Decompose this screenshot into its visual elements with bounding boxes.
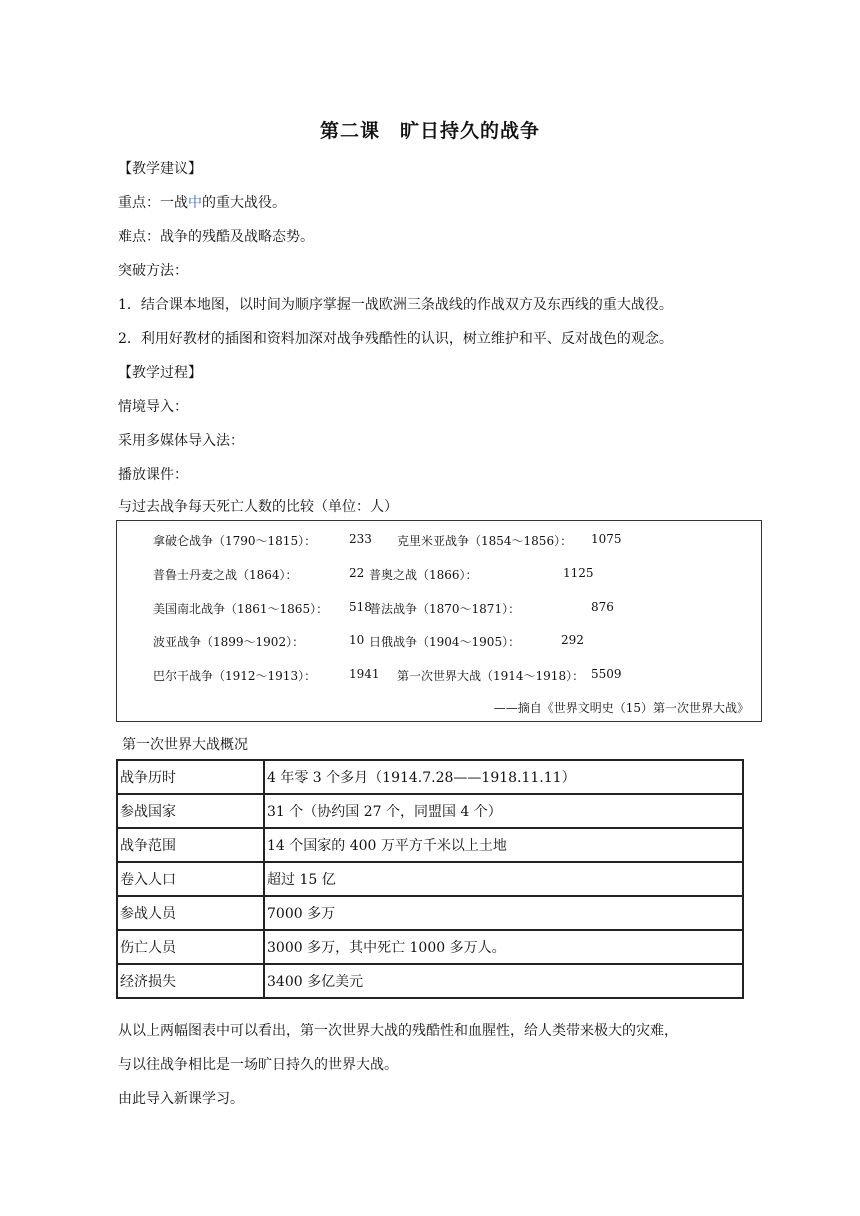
difficulty: 难点：战争的残酷及战略态势。: [118, 229, 314, 245]
overview-value: 31 个（协约国 27 个，同盟国 4 个）: [264, 794, 743, 828]
process-heading: 【教学过程】: [118, 365, 202, 381]
lesson-title: 第二课 旷日持久的战争: [319, 120, 540, 142]
comparison-caption: 与过去战争每天死亡人数的比较（单位：人）: [118, 499, 398, 515]
overview-value: 3000 多万，其中死亡 1000 多万人。: [264, 930, 743, 964]
overview-key: 伤亡人员: [117, 930, 264, 964]
overview-value: 超过 15 亿: [264, 862, 743, 896]
conclusion-line-1: 从以上两幅图表中可以看出，第一次世界大战的残酷性和血腥性，给人类带来极大的灾难，: [118, 1023, 678, 1039]
war-name: 巴尔干战争（1912～1913）：: [153, 669, 317, 683]
overview-key: 卷入人口: [117, 862, 264, 896]
table-row: [117, 794, 743, 828]
key-point: [118, 192, 286, 212]
table-row: [117, 964, 743, 998]
overview-value: 4 年零 3 个多月（1914.7.28——1918.11.11）: [264, 760, 743, 794]
war-value: 1941: [349, 667, 380, 681]
war-value: 1075: [591, 532, 622, 546]
table-row: [117, 896, 743, 930]
war-name: 波亚战争（1899～1902）：: [153, 635, 305, 649]
method-item-2: 2．利用好教材的插图和资料加深对战争残酷性的认识，树立维护和平、反对战色的观念。: [118, 331, 673, 347]
war-name: 日俄战争（1904～1905）：: [369, 635, 521, 649]
overview-value: 7000 多万: [264, 896, 743, 930]
overview-key: 参战国家: [117, 794, 264, 828]
table-row: [117, 930, 743, 964]
overview-caption: 第一次世界大战概况: [122, 737, 248, 753]
war-name: 普鲁士丹麦之战（1864）：: [153, 568, 298, 582]
war-name: 普奥之战（1866）：: [369, 568, 478, 582]
table-row: [117, 828, 743, 862]
method-heading: 突破方法：: [118, 263, 188, 279]
intro-heading: 情境导入：: [118, 399, 188, 415]
suggestion-heading: 【教学建议】: [118, 161, 202, 177]
intro-method: 采用多媒体导入法：: [118, 433, 244, 449]
overview-key: 参战人员: [117, 896, 264, 930]
conclusion-line-2: 与以往战争相比是一场旷日持久的世界大战。: [118, 1057, 398, 1073]
comparison-box: [116, 520, 762, 722]
table-row: [117, 862, 743, 896]
overview-key: 战争范围: [117, 828, 264, 862]
war-name: 第一次世界大战（1914～1918）：: [397, 669, 585, 683]
key-point-after: 的重大战役。: [202, 195, 286, 211]
comparison-row: [117, 600, 761, 618]
war-name: 克里米亚战争（1854～1856）：: [397, 534, 573, 548]
overview-table: [116, 759, 744, 999]
war-value: 292: [561, 633, 584, 647]
war-value: 5509: [591, 667, 622, 681]
comparison-row: [117, 633, 761, 651]
comparison-row: [117, 566, 761, 584]
war-name: 拿破仑战争（1790～1815）：: [153, 534, 317, 548]
comparison-row: [117, 667, 761, 685]
overview-key: 经济损失: [117, 964, 264, 998]
war-value: 876: [591, 600, 614, 614]
war-value: 22: [349, 566, 365, 580]
war-value: 1125: [563, 566, 594, 580]
war-value: 518: [349, 600, 372, 614]
comparison-source: ——摘自《世界文明史（15）第一次世界大战》: [493, 701, 749, 715]
overview-value: 14 个国家的 400 万平方千米以上土地: [264, 828, 743, 862]
table-row: [117, 760, 743, 794]
overview-value: 3400 多亿美元: [264, 964, 743, 998]
key-point-before: 重点：一战: [118, 195, 188, 211]
key-point-highlight: 中: [188, 195, 202, 211]
comparison-row: [117, 532, 761, 550]
lead-in: 由此导入新课学习。: [118, 1091, 244, 1107]
war-name: 普法战争（1870～1871）：: [369, 602, 521, 616]
war-value: 10: [349, 633, 365, 647]
war-value: 233: [349, 532, 372, 546]
overview-key: 战争历时: [117, 760, 264, 794]
method-item-1: 1．结合课本地图，以时间为顺序掌握一战欧洲三条战线的作战双方及东西线的重大战役。: [118, 297, 673, 313]
play-label: 播放课件：: [118, 467, 188, 483]
war-name: 美国南北战争（1861～1865）：: [153, 602, 329, 616]
